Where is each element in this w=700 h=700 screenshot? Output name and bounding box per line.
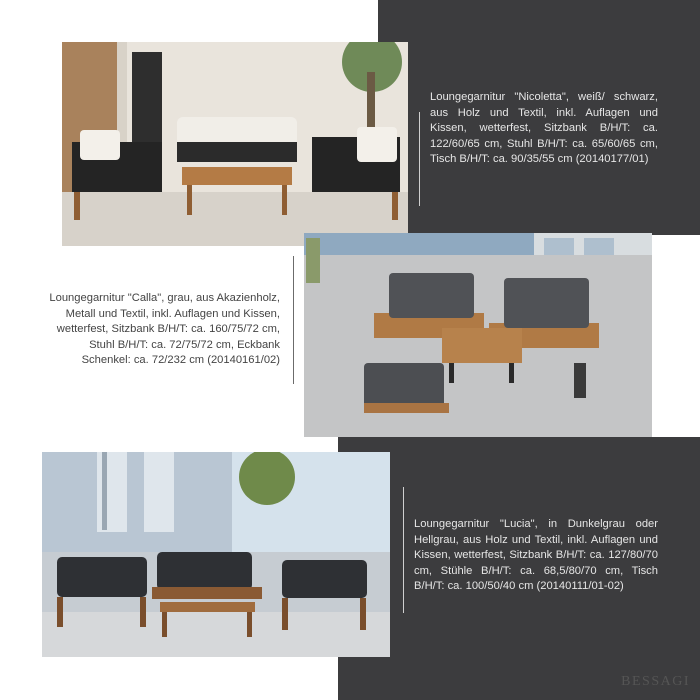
photo-calla: [304, 233, 652, 437]
photo-nicoletta: [62, 42, 408, 246]
brand-logo-text: BESSAGI: [621, 674, 690, 689]
divider-line-3: [403, 487, 404, 613]
caption-lucia: Loungegarnitur "Lucia", in Dunkelgrau oder Hellgrau, aus Holz und Textil, inkl. Auflagen und Kissen, wetterfest, Sitzbank B/H/T: ca. 127/80/70 cm, Stühle B/H/T: ca. 68,5/80/70 cm, Tisch B/H/T: ca. 100/50/40 cm (20140111/01-02): [414, 518, 658, 593]
divider-line-1: [419, 112, 420, 206]
caption-calla: Loungegarnitur "Calla", grau, aus Akazienholz, Metall und Textil, inkl. Auflagen und Kissen, wetterfest, Sitzbank B/H/T: ca. 160/75/72 cm, Stuhl B/H/T: ca. 72/75/72 cm, Eckbank Schenkel: ca. 72/232 cm (20140161/02): [49, 292, 280, 367]
photo-lucia: [42, 452, 390, 657]
caption-nicoletta: Loungegarnitur "Nicoletta", weiß/ schwarz, aus Holz und Textil, inkl. Auflagen und Kissen, wetterfest, Sitzbank B/H/T: ca. 122/60/65 cm, Stuhl B/H/T: ca. 65/60/65 cm, Tisch B/H/T: ca. 90/35/55 cm (20140177/01): [430, 91, 658, 166]
divider-line-2: [293, 256, 294, 384]
